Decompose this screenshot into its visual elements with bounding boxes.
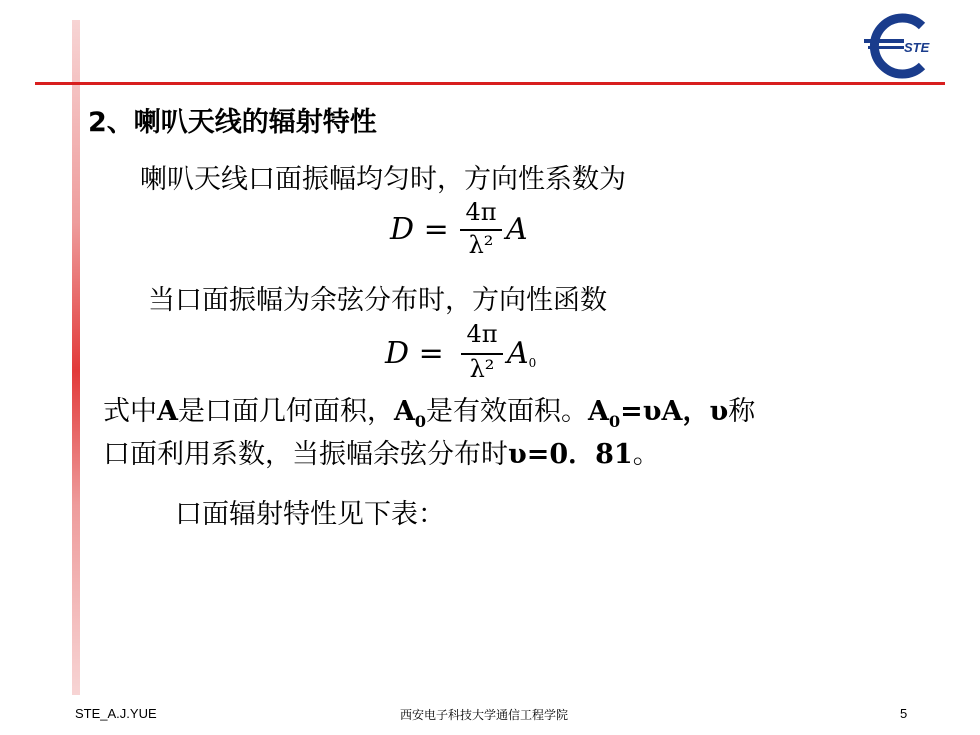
symbol-a0: A	[588, 396, 609, 427]
eq1-rhs: A	[506, 212, 528, 247]
para-text: 是口面几何面积，	[177, 396, 394, 427]
header-rule	[35, 82, 945, 85]
text-line-2: 当口面振幅为余弦分布时，方向性函数	[148, 285, 607, 316]
paragraph-line-2	[103, 435, 755, 475]
paragraph-line-1	[103, 392, 755, 435]
definition-paragraph	[103, 392, 755, 475]
page-number: 5	[900, 706, 908, 721]
eq2-rhs: A	[507, 336, 529, 371]
ste-logo	[860, 10, 940, 80]
eq2-rhs-sub: 0	[528, 356, 537, 370]
eq2-denominator: λ²	[469, 355, 495, 383]
text-line-3: 口面辐射特性见下表：	[175, 499, 445, 530]
formula-a0-eq: =υA，υ	[620, 396, 729, 427]
para-text: 。	[632, 439, 660, 470]
equation-1	[390, 198, 550, 268]
text-line-1: 喇叭天线口面振幅均匀时，方向性系数为	[140, 164, 626, 195]
footer-author: STE_A.J.YUE	[75, 706, 157, 721]
eq2-lhs: D =	[385, 336, 444, 371]
equation-2	[385, 318, 565, 388]
footer-institution: 西安电子科技大学通信工程学院	[400, 708, 569, 722]
subscript-0: 0	[609, 412, 621, 431]
eq1-lhs: D =	[390, 212, 449, 247]
symbol-a0: A	[393, 396, 415, 427]
subscript-0: 0	[414, 412, 427, 431]
logo-text: STE	[904, 40, 930, 55]
para-text: 是有效面积。	[426, 396, 589, 427]
para-text: 称	[728, 396, 756, 427]
para-text: 式中	[103, 396, 157, 427]
para-text: 口面利用系数，当振幅余弦分布时	[103, 439, 508, 470]
formula-efficiency: υ=0．81	[508, 439, 633, 470]
eq1-numerator: 4π	[465, 198, 497, 226]
left-accent-bar	[72, 20, 80, 695]
symbol-a: A	[157, 396, 178, 427]
eq2-numerator: 4π	[466, 320, 498, 348]
eq1-denominator: λ²	[468, 231, 494, 259]
section-heading: 2、喇叭天线的辐射特性	[88, 107, 377, 138]
